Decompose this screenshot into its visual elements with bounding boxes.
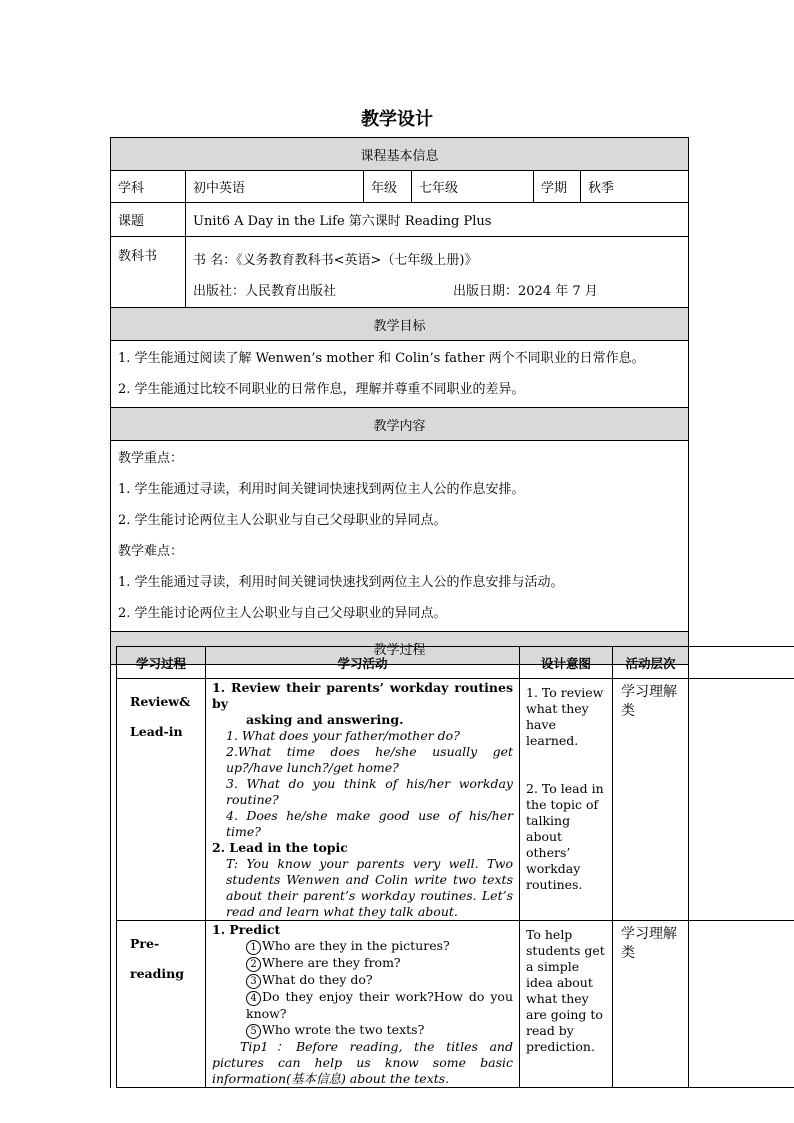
pub-date: 出版日期：2024 年 7 月 [453, 284, 598, 299]
section-basic-info: 课程基本信息 [111, 138, 689, 171]
course-info-table [110, 137, 689, 665]
number-circle-icon: 4 [246, 991, 261, 1006]
intent-predict: To help students get a simple idea about what they are going to read by prediction. [520, 921, 613, 1088]
question: 1. What does your father/mother do? [226, 728, 460, 743]
objective-item: 2. 学生能通过比较不同职业的日常作息，理解并尊重不同职业的差异。 [118, 382, 525, 397]
question: 2.What time does he/she usually get up?/have lunch?/get home? [226, 744, 513, 775]
stage-label: Review& [130, 694, 191, 709]
predict-item: 2 Where are they from? [212, 955, 513, 972]
difficult-label: 教学难点： [118, 544, 184, 559]
intent-text: 2. To lead in the topic of talking about others’ workday routines. [526, 781, 604, 892]
textbook-label: 教科书 [111, 237, 186, 308]
number-circle-icon: 1 [246, 940, 261, 955]
number-circle-icon: 2 [246, 957, 261, 972]
reading-tip: Tip1：Before reading, the titles and pictures can help us know some basic information(基本信息) about the texts. [212, 1039, 513, 1086]
key-point: 2. 学生能讨论两位主人公职业与自己父母职业的异同点。 [118, 513, 447, 528]
question: 3. What do you think of his/her workday routine? [226, 776, 513, 807]
question: 4. Does he/she make good use of his/her time? [226, 808, 513, 839]
predict-item: 3 What do they do? [212, 972, 513, 989]
header-activity: 学习活动 [206, 647, 520, 679]
page-title: 教学设计 [361, 109, 433, 130]
section-process: 教学过程 [111, 632, 689, 665]
activity-title: asking and answering. [246, 712, 404, 727]
content-list [111, 441, 689, 632]
activity-review [206, 679, 520, 921]
stage-label: Lead-in [130, 724, 183, 739]
header-intent: 设计意图 [520, 647, 613, 679]
term-label: 学期 [534, 171, 581, 203]
teacher-talk: T: You know your parents very well. Two students Wenwen and Colin write two texts about their parent’s workday routines. Let’s read and learn what they talk about. [226, 856, 513, 919]
stage-pre-reading: Pre-reading [117, 921, 206, 1088]
difficult-point: 2. 学生能讨论两位主人公职业与自己父母职业的异同点。 [118, 606, 447, 621]
objectives-list [111, 341, 689, 408]
header-level: 活动层次 [613, 647, 689, 679]
grade-value: 七年级 [412, 171, 534, 203]
key-label: 教学重点： [118, 451, 184, 466]
term-value: 秋季 [581, 171, 689, 203]
topic-value: Unit6 A Day in the Life 第六课时 Reading Plus [186, 203, 689, 237]
intent-review [520, 679, 613, 921]
section-content: 教学内容 [111, 408, 689, 441]
number-circle-icon: 3 [246, 974, 261, 989]
publisher: 出版社：人民教育出版社 [193, 284, 337, 299]
key-point: 1. 学生能通过寻读，利用时间关键词快速找到两位主人公的作息安排。 [118, 482, 525, 497]
predict-item: 5 Who wrote the two texts? [212, 1022, 513, 1039]
subject-label: 学科 [111, 171, 186, 203]
section-objectives: 教学目标 [111, 308, 689, 341]
level-review: 学习理解类 [613, 679, 689, 921]
intent-text: 1. To review what they have learned. [526, 685, 604, 748]
header-stage: 学习过程 [117, 647, 206, 679]
difficult-point: 1. 学生能通过寻读，利用时间关键词快速找到两位主人公的作息安排与活动。 [118, 575, 564, 590]
level-predict: 学习理解类 [613, 921, 689, 1088]
publisher-line [193, 276, 681, 307]
predict-item: 4 Do they enjoy their work?How do you know? [246, 989, 513, 1021]
book-name: 书 名：《义务教育教科书<英语>（七年级上册)》 [193, 253, 478, 268]
topic-label: 课题 [111, 203, 186, 237]
textbook-details [186, 237, 689, 308]
predict-item: 1 Who are they in the pictures? [212, 938, 513, 955]
subject-value: 初中英语 [186, 171, 364, 203]
objective-item: 1. 学生能通过阅读了解 Wenwen’s mother 和 Colin’s father 两个不同职业的日常作息。 [118, 351, 645, 366]
stage-review-leadin [117, 679, 206, 921]
activity-title: 1. Review their parents’ workday routines by [212, 680, 513, 711]
activity-title: 1. Predict [212, 922, 281, 937]
activity-predict [206, 921, 520, 1088]
process-table [110, 646, 794, 1088]
activity-title: 2. Lead in the topic [212, 840, 348, 855]
grade-label: 年级 [364, 171, 412, 203]
number-circle-icon: 5 [246, 1024, 261, 1039]
